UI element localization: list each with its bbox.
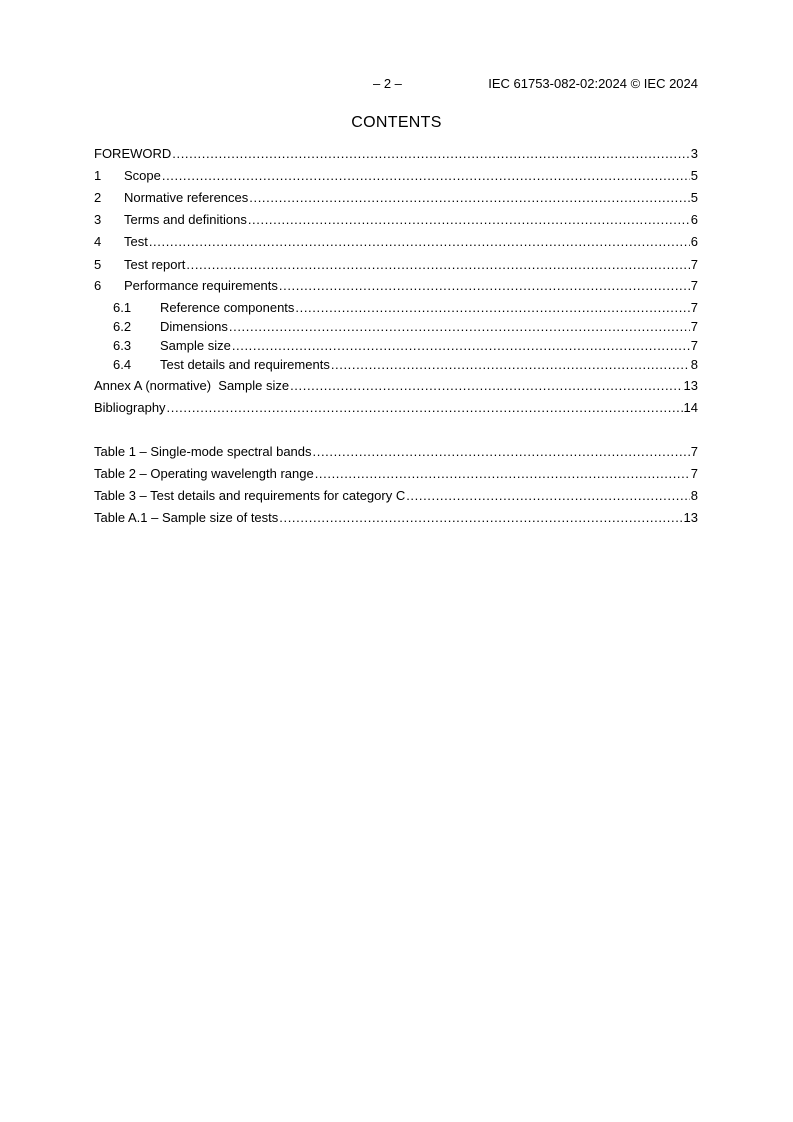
toc-entry-label: Sample size: [160, 338, 231, 353]
toc-entry-reference-components[interactable]: [113, 299, 698, 315]
toc-entry-test-report[interactable]: [94, 256, 698, 272]
toc-entry-page: 5: [690, 190, 698, 205]
toc-entry-scope[interactable]: [94, 167, 698, 183]
toc-entry-label: Normative references: [124, 190, 249, 205]
dot-leader: [232, 338, 690, 353]
toc-entry-page: 7: [690, 319, 698, 334]
toc-entry-page: 13: [683, 510, 698, 525]
toc-entry-page: 8: [690, 357, 698, 372]
dot-leader: [162, 168, 690, 183]
toc-entry-page: 7: [690, 257, 698, 272]
dot-leader: [313, 444, 690, 459]
toc-entry-page: 14: [683, 400, 698, 415]
toc-entry-label: Reference components: [160, 300, 295, 315]
toc-entry-page: 7: [690, 444, 698, 459]
toc-entry-number: 6.1: [113, 300, 132, 315]
toc-entry-number: 2: [94, 190, 102, 205]
dot-leader: [248, 212, 690, 227]
dot-leader: [406, 488, 690, 503]
toc-table-entry[interactable]: [94, 487, 698, 503]
toc-entry-page: 7: [690, 338, 698, 353]
dot-leader: [290, 378, 682, 393]
toc-entry-foreword[interactable]: [94, 145, 698, 161]
toc-entry-page: 13: [683, 378, 698, 393]
toc-entry-number: 5: [94, 257, 102, 272]
toc-entry-number: 3: [94, 212, 102, 227]
dot-leader: [331, 357, 690, 372]
toc-entry-normative-references[interactable]: [94, 189, 698, 205]
toc-entry-label: Test details and requirements: [160, 357, 330, 372]
toc-entry-label: Performance requirements: [124, 278, 278, 293]
toc-entry-number: 6.4: [113, 357, 132, 372]
toc-table-entry[interactable]: [94, 443, 698, 459]
toc-entry-terms-and-definitions[interactable]: [94, 211, 698, 227]
toc-entry-page: 6: [690, 234, 698, 249]
toc-entry-bibliography[interactable]: [94, 399, 698, 415]
toc-entry-label: Table A.1 – Sample size of tests: [94, 510, 279, 525]
toc-entry-number: 1: [94, 168, 102, 183]
toc-entry-label: Table 1 – Single-mode spectral bands: [94, 444, 312, 459]
dot-leader: [315, 466, 690, 481]
toc-table-entry[interactable]: [94, 509, 698, 525]
toc-entry-number: 6: [94, 278, 102, 293]
toc-entry-page: 8: [690, 488, 698, 503]
dot-leader: [186, 257, 689, 272]
toc-entry-label: Table 3 – Test details and requirements for category C: [94, 488, 406, 503]
toc-entry-test-details[interactable]: [113, 356, 698, 372]
toc-entry-number: 6.3: [113, 338, 132, 353]
dot-leader: [149, 234, 690, 249]
toc-entry-label: Bibliography: [94, 400, 166, 415]
toc-entry-label: FOREWORD: [94, 146, 172, 161]
dot-leader: [167, 400, 683, 415]
toc-entry-label: Terms and definitions: [124, 212, 247, 227]
document-identifier: IEC 61753-082-02:2024 © IEC 2024: [488, 76, 698, 91]
toc-entry-number: 4: [94, 234, 102, 249]
dot-leader: [172, 146, 689, 161]
toc-entry-performance-requirements[interactable]: [94, 277, 698, 293]
toc-entry-sample-size[interactable]: [113, 337, 698, 353]
toc-entry-label: Annex A (normative) Sample size: [94, 378, 290, 393]
toc-entry-label: Scope: [124, 168, 161, 183]
page-number: – 2 –: [373, 76, 402, 91]
toc-entry-test[interactable]: [94, 233, 698, 249]
dot-leader: [229, 319, 690, 334]
toc-entry-number: 6.2: [113, 319, 132, 334]
toc-entry-label: Test: [124, 234, 148, 249]
toc-entry-page: 5: [690, 168, 698, 183]
toc-entry-page: 7: [690, 300, 698, 315]
page-title: CONTENTS: [351, 114, 442, 131]
dot-leader: [279, 278, 690, 293]
page-header: [94, 76, 698, 92]
toc-entry-label: Dimensions: [160, 319, 228, 334]
dot-leader: [249, 190, 689, 205]
dot-leader: [295, 300, 689, 315]
toc-entry-label: Table 2 – Operating wavelength range: [94, 466, 314, 481]
toc-table-entry[interactable]: [94, 465, 698, 481]
toc-entry-page: 7: [690, 466, 698, 481]
toc-entry-page: 7: [690, 278, 698, 293]
toc-entry-label: Test report: [124, 257, 186, 272]
dot-leader: [279, 510, 682, 525]
toc-entry-annex-a[interactable]: [94, 377, 698, 393]
toc-entry-page: 6: [690, 212, 698, 227]
toc-entry-dimensions[interactable]: [113, 318, 698, 334]
toc-entry-page: 3: [690, 146, 698, 161]
